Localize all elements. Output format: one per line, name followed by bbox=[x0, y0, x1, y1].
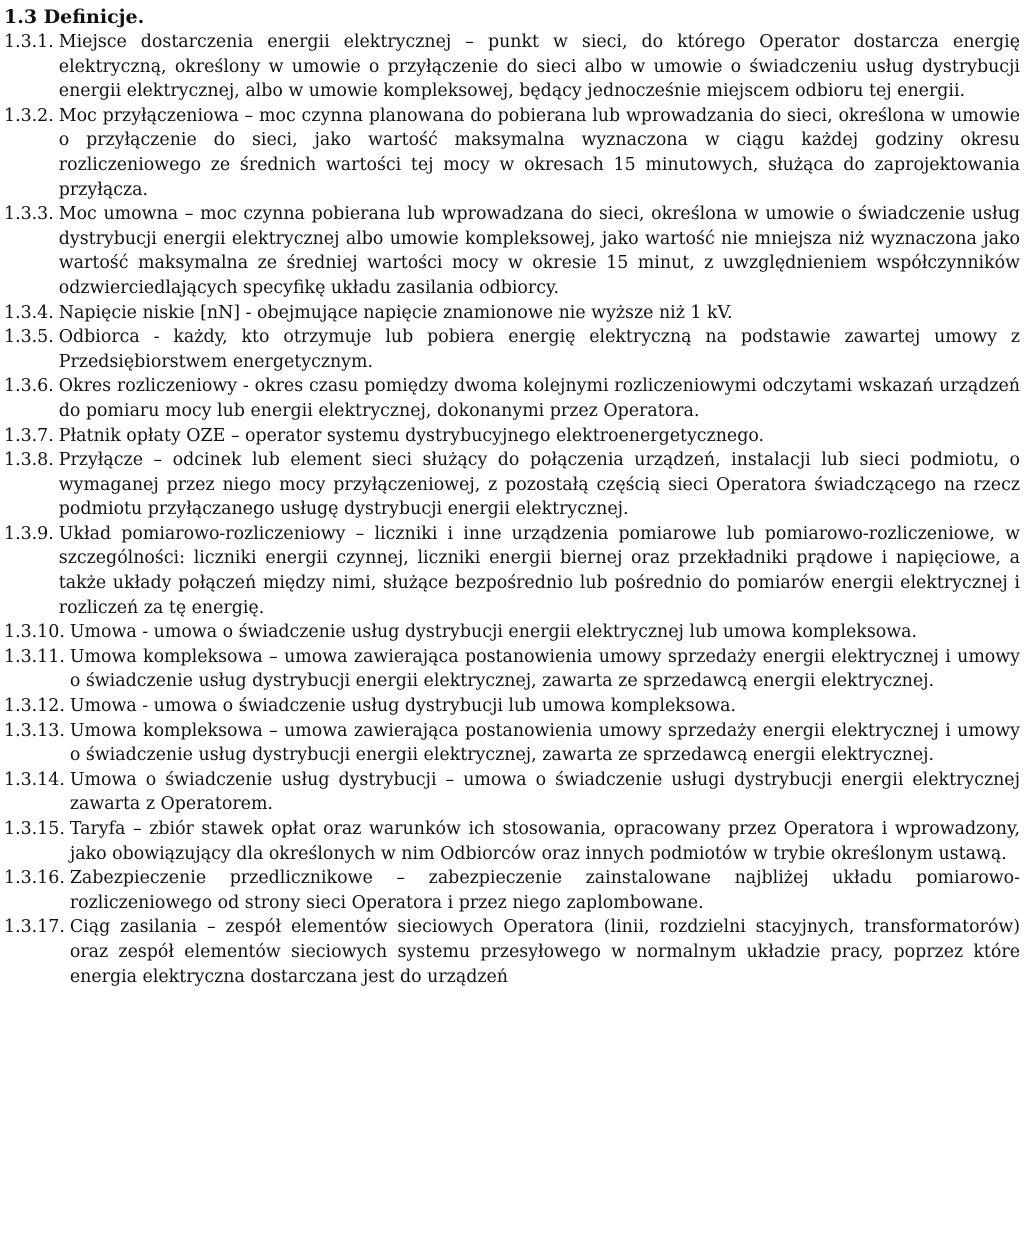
definition-text: Układ pomiarowo-rozliczeniowy – liczniki i inne urządzenia pomiarowe lub pomiarowo-rozliczeniowe, w szczególności: liczniki energii czynnej, liczniki energii biernej oraz przekładniki prądowe i napięciowe, a także układy połączeń między nimi, służące bezpośrednio lub pośrednio do pomiarów energii elektrycznej i rozliczeń za tę energię. bbox=[58, 523, 1020, 618]
definition-item bbox=[4, 301, 1020, 326]
definition-item bbox=[4, 817, 1020, 866]
definition-item bbox=[4, 768, 1020, 817]
definition-text: Umowa o świadczenie usług dystrybucji – umowa o świadczenie usługi dystrybucji energii elektrycznej zawarta z Operatorem. bbox=[69, 769, 1020, 815]
definition-text: Miejsce dostarczenia energii elektrycznej – punkt w sieci, do którego Operator dostarcza energię elektryczną, określony w umowie o przyłączenie do sieci albo w umowie o świadczeniu usług dystrybucji energii elektrycznej, albo w umowie kompleksowej, będący jednocześnie miejscem odbioru tej energii. bbox=[58, 32, 1020, 102]
definition-text: Moc przyłączeniowa – moc czynna planowana do pobierana lub wprowadzania do sieci, określona w umowie o przyłączenie do sieci, jako wartość maksymalna wyznaczona w ciągu każdej godziny okresu rozliczeniowego ze średnich wartości tej mocy w okresach 15 minutowych, służąca do zaprojektowania przyłącza. bbox=[58, 105, 1020, 200]
definition-number: 1.3.11. bbox=[4, 646, 65, 667]
definition-text: Taryfa – zbiór stawek opłat oraz warunków ich stosowania, opracowany przez Operatora i wprowadzony, jako obowiązujący dla określonych w nim Odbiorców oraz innych podmiotów w trybie określonym ustawą. bbox=[69, 819, 1020, 864]
definition-text: Przyłącze – odcinek lub element sieci służący do połączenia urządzeń, instalacji lub sieci podmiotu, o wymaganej przez niego mocy przyłączeniowej, z pozostałą częścią sieci Operatora świadczącego na rzecz podmiotu przyłączanego usługę dystrybucji energii elektrycznej. bbox=[58, 450, 1020, 520]
definition-text: Umowa kompleksowa – umowa zawierająca postanowienia umowy sprzedaży energii elektrycznej i umowy o świadczenie usług dystrybucji energii elektrycznej, zawarta ze sprzedawcą energii elektrycznej. bbox=[69, 646, 1020, 692]
definition-text: Umowa - umowa o świadczenie usług dystrybucji energii elektrycznej lub umowa kompleksowa. bbox=[69, 622, 917, 643]
definition-item bbox=[4, 202, 1020, 300]
definition-text: Zabezpieczenie przedlicznikowe – zabezpieczenie zainstalowane najbliżej układu pomiarowo-rozliczeniowego od strony sieci Operatora i przez niego zaplombowane. bbox=[69, 868, 1020, 913]
definition-number: 1.3.9. bbox=[4, 523, 54, 544]
definition-item bbox=[4, 522, 1020, 620]
definition-text: Ciąg zasilania – zespół elementów sieciowych Operatora (linii, rozdzielni stacyjnych, transformatorów) oraz zespół elementów sieciowych systemu przesyłowego w normalnym układzie pracy, poprzez które energia elektryczna dostarczana jest do urządzeń bbox=[69, 917, 1020, 987]
definition-number: 1.3.15. bbox=[4, 819, 65, 839]
definition-number: 1.3.17. bbox=[4, 917, 65, 938]
definition-text: Okres rozliczeniowy - okres czasu pomiędzy dwoma kolejnymi rozliczeniowymi odczytami wskazań urządzeń do pomiaru mocy lub energii elektrycznej, dokonanymi przez Operatora. bbox=[58, 376, 1020, 421]
definition-number: 1.3.7. bbox=[4, 425, 54, 446]
definition-item bbox=[4, 645, 1020, 694]
definition-number: 1.3.8. bbox=[4, 450, 54, 471]
definitions-list bbox=[4, 30, 1020, 989]
definition-number: 1.3.1. bbox=[4, 32, 54, 52]
definition-item bbox=[4, 424, 1020, 449]
definition-number: 1.3.2. bbox=[4, 105, 54, 126]
definition-item bbox=[4, 30, 1020, 104]
definition-text: Napięcie niskie [nN] - obejmujące napięcie znamionowe nie wyższe niż 1 kV. bbox=[58, 302, 733, 323]
definition-item bbox=[4, 915, 1020, 989]
definition-item bbox=[4, 325, 1020, 374]
definition-text: Odbiorca - każdy, kto otrzymuje lub pobiera energię elektryczną na podstawie zawartej umowy z Przedsiębiorstwem energetycznym. bbox=[58, 327, 1020, 372]
definition-item bbox=[4, 866, 1020, 915]
definition-number: 1.3.12. bbox=[4, 696, 65, 717]
definition-number: 1.3.5. bbox=[4, 327, 54, 348]
definition-item bbox=[4, 694, 1020, 719]
definition-item bbox=[4, 620, 1020, 645]
definition-text: Moc umowna – moc czynna pobierana lub wprowadzana do sieci, określona w umowie o świadczenie usług dystrybucji energii elektrycznej albo umowie kompleksowej, jako wartość nie mniejsza niż wyznaczona jako wartość maksymalna ze średniej wartości mocy w okresie 15 minut, z uwzględnieniem współczynników odzwierciedlających specyfikę układu zasilania odbiorcy. bbox=[58, 204, 1020, 298]
definition-item bbox=[4, 719, 1020, 768]
definition-item bbox=[4, 374, 1020, 423]
definition-number: 1.3.14. bbox=[4, 769, 65, 790]
definition-item bbox=[4, 448, 1020, 522]
definition-item bbox=[4, 104, 1020, 202]
definition-text: Płatnik opłaty OZE – operator systemu dystrybucyjnego elektroenergetycznego. bbox=[58, 425, 765, 446]
definition-number: 1.3.6. bbox=[4, 376, 54, 397]
section-heading: 1.3 Definicje. bbox=[4, 6, 145, 28]
definition-number: 1.3.13. bbox=[4, 720, 65, 741]
definition-number: 1.3.4. bbox=[4, 302, 54, 323]
definition-number: 1.3.3. bbox=[4, 204, 54, 225]
definition-text: Umowa kompleksowa – umowa zawierająca postanowienia umowy sprzedaży energii elektrycznej i umowy o świadczenie usług dystrybucji energii elektrycznej, zawarta ze sprzedawcą energii elektrycznej. bbox=[69, 720, 1020, 766]
definition-number: 1.3.10. bbox=[4, 622, 65, 643]
definition-text: Umowa - umowa o świadczenie usług dystrybucji lub umowa kompleksowa. bbox=[69, 696, 736, 717]
definition-number: 1.3.16. bbox=[4, 868, 65, 889]
